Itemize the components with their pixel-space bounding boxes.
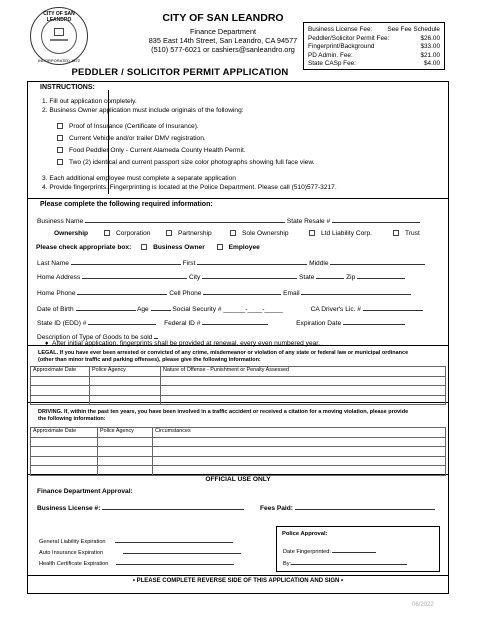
city-name: CITY OF SAN LEANDRO — [162, 12, 284, 24]
health-certificate-field[interactable] — [116, 558, 234, 565]
first-name-field[interactable] — [197, 258, 307, 265]
city-seal — [30, 7, 88, 65]
date-fingerprinted-field[interactable] — [332, 546, 376, 553]
instruction-item: Proof of Insurance (Certificate of Insurance). — [57, 123, 199, 130]
ownership-option[interactable]: Partnership — [166, 230, 212, 237]
checkbox-icon — [57, 135, 63, 141]
federal-id-field[interactable] — [202, 318, 268, 325]
fee-row: Business License Fee: See Fee Schedule — [308, 26, 440, 33]
checkbox-icon[interactable] — [309, 230, 315, 236]
table-row[interactable] — [31, 466, 446, 476]
goods-field[interactable] — [154, 332, 158, 339]
date-fingerprinted-row: Date Fingerprinted: — [283, 546, 376, 555]
state-field[interactable] — [316, 272, 344, 279]
fee-row: PD Admin. Fee: $21.00 — [308, 51, 440, 59]
fee-schedule-box — [303, 22, 445, 70]
legal-text: LEGAL. If you have ever been arrested or convicted of any crime, misdemeanor or violation of any state or federal law or municipal ordinance — [38, 350, 409, 356]
ownership-option[interactable]: Ltd Liability Corp. — [309, 230, 372, 237]
check-box-label: Please check appropriate box: Business Owner Employee — [36, 244, 260, 251]
home-phone-field[interactable] — [77, 288, 167, 295]
fees-paid-field[interactable] — [295, 503, 435, 510]
table-row[interactable] — [31, 447, 446, 457]
general-liability-field[interactable] — [115, 536, 233, 543]
renewal-note: ♦ After initial application, fingerprints shall be provided at renewal, every even numbered year. — [45, 340, 320, 347]
fee-row: Fingerprint/Background $33.00 — [308, 43, 440, 51]
department-contact: (510) 577-6021 or cashiers@sanleandro.org — [151, 45, 295, 54]
department-name: Finance Department — [189, 27, 257, 36]
auto-insurance-row: Auto Insurance Expiration — [39, 547, 241, 556]
reverse-side-note: • PLEASE COMPLETE REVERSE SIDE OF THIS APPLICATION AND SIGN • — [132, 578, 344, 584]
instruction-step: 1. Fill out application completely. — [42, 98, 137, 105]
official-use-heading: OFFICIAL USE ONLY — [205, 476, 271, 483]
checkbox-icon[interactable] — [104, 230, 110, 236]
required-info-heading: Please complete the following required information: — [40, 201, 213, 208]
checkbox-icon — [57, 159, 63, 165]
general-liability-row: General Liability Expiration — [39, 536, 233, 545]
age-field[interactable] — [151, 304, 171, 311]
middle-name-field[interactable] — [330, 258, 425, 265]
ownership-option[interactable]: Sole Ownership — [230, 230, 289, 237]
column-header: Approximate Date — [31, 428, 98, 438]
legal-text: (other than minor traffic and parking offenses), please give the following information: — [38, 357, 261, 363]
checkbox-icon[interactable] — [393, 230, 399, 236]
instruction-item: Food Peddler Only - Current Alameda County Health Permit. — [57, 147, 246, 154]
ssn-field[interactable]: ______-____-_____ — [223, 306, 283, 313]
business-owner-option[interactable]: Business Owner — [153, 244, 205, 251]
checkbox-icon[interactable] — [217, 244, 223, 250]
table-row[interactable] — [31, 395, 446, 405]
name-row: Last Name First Middle — [37, 258, 425, 267]
driving-text: the following information: — [38, 416, 106, 422]
checkbox-icon — [57, 123, 63, 129]
health-certificate-row: Health Certificate Expiration — [39, 558, 234, 567]
checkbox-icon[interactable] — [230, 230, 236, 236]
column-header: Circumstances — [153, 428, 446, 438]
revision-date: 06/2022 — [412, 602, 434, 608]
zip-field[interactable] — [357, 272, 405, 279]
diamond-bullet-icon: ♦ — [45, 340, 49, 347]
state-id-row: State ID (EDD) # Federal ID # Expiration Date — [37, 318, 405, 327]
instruction-item: Current Vehicle and/or trailer DMV registration. — [57, 135, 206, 142]
legal-table — [30, 366, 446, 405]
table-row[interactable] — [31, 386, 446, 396]
by-row: By: — [283, 558, 407, 567]
table-row[interactable] — [31, 376, 446, 386]
column-header: Police Agency — [98, 428, 153, 438]
dob-row: Date of Birth Age Social Security # ______-____-_____ CA Driver's Lic. # — [37, 304, 423, 313]
state-id-field[interactable] — [88, 318, 156, 325]
business-license-field[interactable] — [102, 503, 244, 510]
auto-insurance-field[interactable] — [123, 547, 241, 554]
fees-paid-row: Fees Paid: — [260, 503, 435, 512]
table-row[interactable] — [31, 437, 446, 447]
ownership-option[interactable]: Trust — [393, 230, 420, 237]
city-field[interactable] — [202, 272, 297, 279]
table-row[interactable] — [31, 456, 446, 466]
employee-option[interactable]: Employee — [228, 244, 260, 251]
table-header-row — [31, 367, 446, 377]
table-header-row — [31, 428, 446, 438]
checkbox-icon — [57, 147, 63, 153]
seal-bottom-text: INCORPORATED 1872 — [38, 58, 80, 63]
police-approval-box — [276, 526, 440, 572]
instruction-step: 2. Business Owner application must include originals of the following: — [42, 107, 244, 114]
seal-building — [54, 28, 64, 36]
business-license-row: Business License #: — [37, 503, 244, 512]
ca-license-field[interactable] — [363, 304, 423, 311]
column-header: Police Agency — [90, 367, 161, 377]
checkbox-icon[interactable] — [166, 230, 172, 236]
police-approval-label: Police Approval: — [282, 531, 328, 537]
finance-approval-label: Finance Department Approval: — [37, 488, 133, 495]
last-name-field[interactable] — [71, 258, 181, 265]
fee-row: Peddler/Solicitor Permit Fee: $26.00 — [308, 34, 440, 42]
instruction-item: Two (2) identical and current passport size color photographs showing full face view. — [57, 159, 315, 166]
instruction-step: 3. Each additional employee must complete a separate application — [42, 175, 236, 182]
column-header: Approximate Date — [31, 367, 90, 377]
by-field[interactable] — [291, 558, 407, 565]
business-name-row: Business Name State Resale # — [37, 216, 420, 225]
form-title: PEDDLER / SOLICITOR PERMIT APPLICATION — [71, 67, 289, 78]
state-resale-field[interactable] — [332, 216, 420, 223]
department-address: 835 East 14th Street, San Leandro, CA 94577 — [148, 36, 298, 45]
goods-row: Description of Type of Goods to be sold — [37, 332, 158, 341]
driving-table — [30, 427, 446, 476]
seal-top-text: CITY OF SAN LEANDRO — [43, 11, 75, 23]
business-name-field[interactable] — [85, 216, 285, 223]
email-field[interactable] — [301, 288, 411, 295]
address-row: Home Address City State Zip — [37, 272, 405, 281]
dob-field[interactable] — [76, 304, 136, 311]
instruction-step: 4. Provide fingerprints. Fingerprinting is located at the Police Department. Please call (510)577-3217. — [42, 184, 337, 191]
seal-ground — [50, 39, 68, 41]
ownership-option[interactable]: Corporation — [104, 230, 150, 237]
instructions-heading: INSTRUCTIONS: — [40, 84, 95, 91]
expiration-date-field[interactable] — [343, 318, 405, 325]
phone-row: Home Phone Cell Phone Email — [37, 288, 411, 297]
driving-text: DRIVING. If, within the past ten years, you have been involved in a traffic accident or received a citation for a moving violation, please provide — [38, 409, 409, 415]
cell-phone-field[interactable] — [203, 288, 281, 295]
checkbox-icon[interactable] — [141, 244, 147, 250]
home-address-field[interactable] — [82, 272, 187, 279]
seal-inner-ring — [41, 18, 77, 54]
column-header: Nature of Offense - Punishment or Penalty Assessed — [161, 367, 446, 377]
ownership-label: Ownership — [54, 230, 89, 237]
fee-row: State CASp Fee: $4.00 — [308, 60, 440, 68]
